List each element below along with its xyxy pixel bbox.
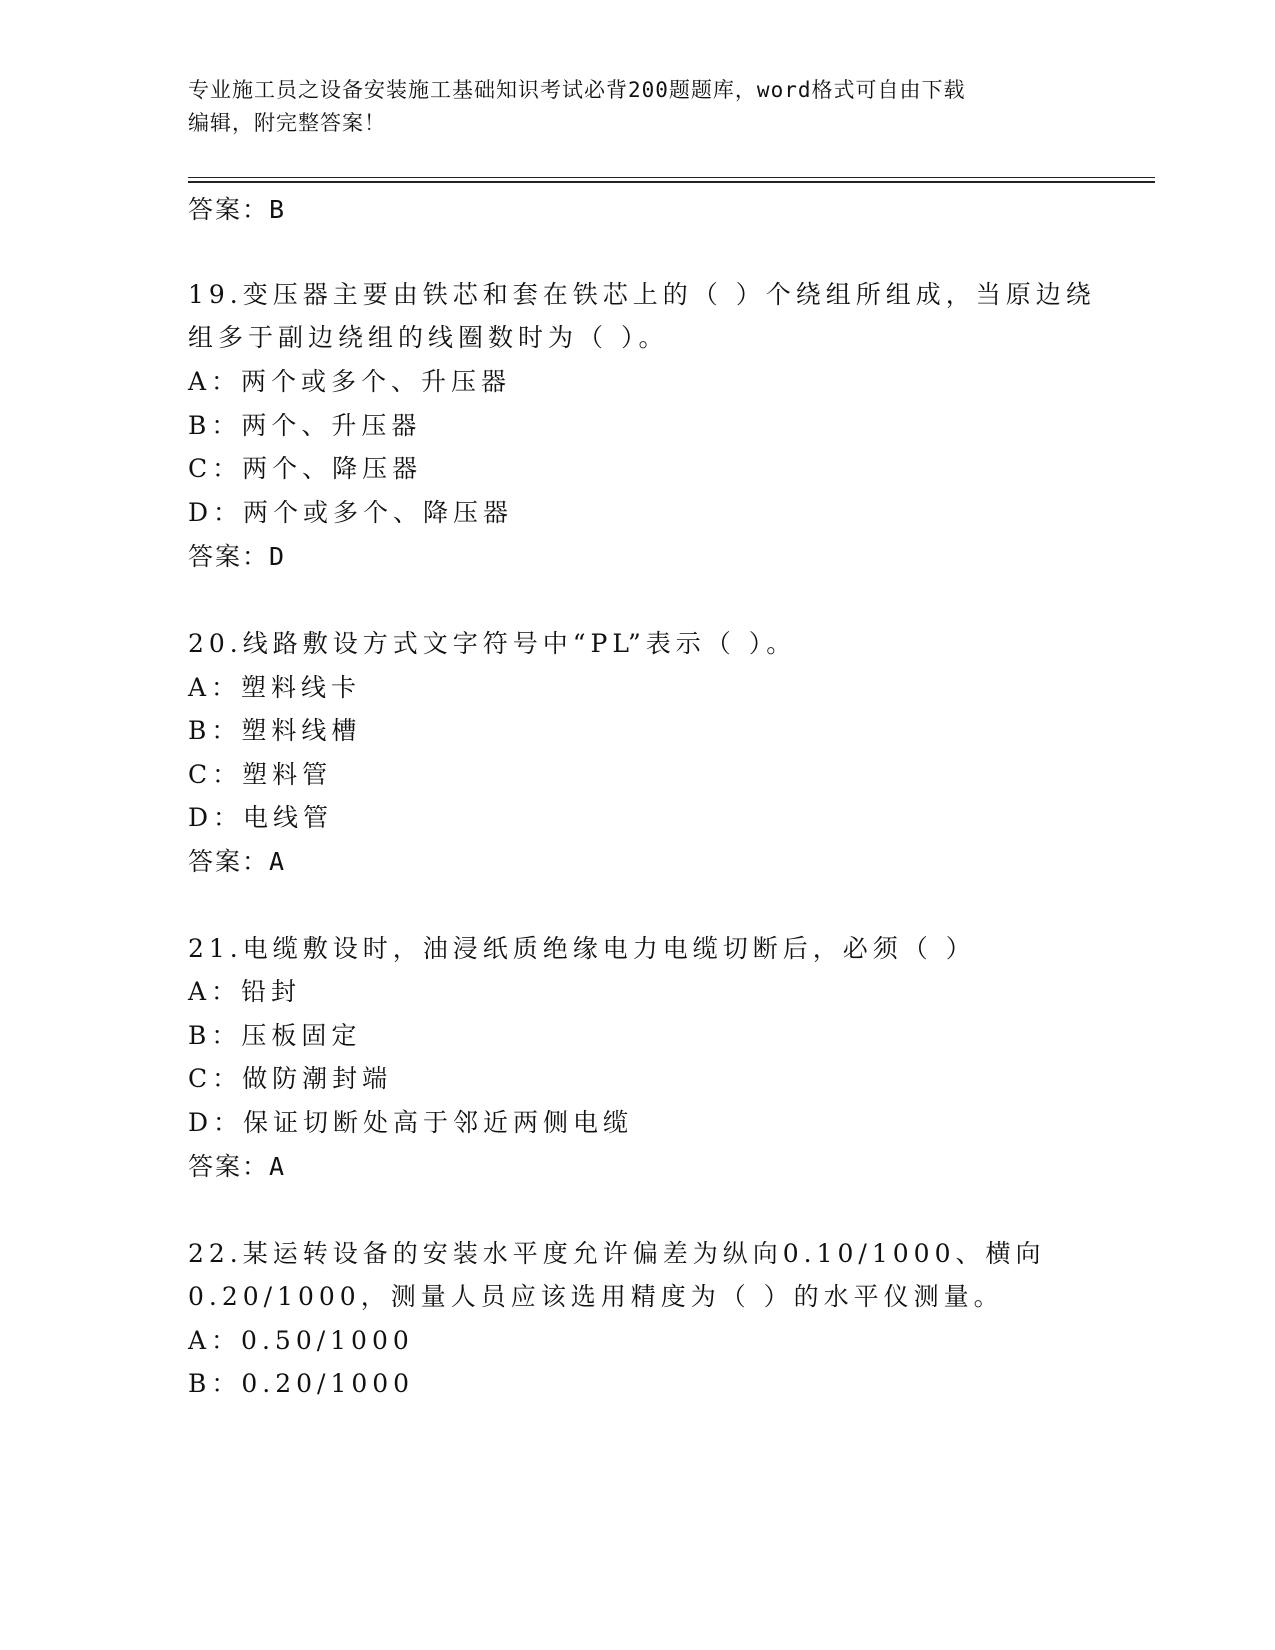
question-20-option-d: D：电线管 <box>188 803 334 832</box>
question-22-option-a: A：0.50/1000 <box>188 1326 414 1355</box>
question-21-option-b: B：压板固定 <box>188 1021 362 1050</box>
question-22-option-b: B：0.20/1000 <box>188 1369 415 1398</box>
question-20-option-a: A：塑料线卡 <box>188 673 362 702</box>
question-19-option-c: C：两个、降压器 <box>188 454 423 483</box>
header-line-1: 专业施工员之设备安装施工基础知识考试必背200题题库，word格式可自由下载 <box>188 78 966 102</box>
answer-21: 答案：A <box>188 1152 287 1181</box>
header-divider-thin <box>188 177 1155 178</box>
question-21-option-c: C：做防潮封端 <box>188 1064 393 1093</box>
question-20-line-1: 20.线路敷设方式文字符号中“PL”表示（ ）。 <box>188 629 797 658</box>
question-19-option-d: D：两个或多个、降压器 <box>188 498 514 527</box>
question-20-option-b: B：塑料线槽 <box>188 716 362 745</box>
question-21-option-a: A：铅封 <box>188 977 302 1006</box>
question-19-option-b: B：两个、升压器 <box>188 411 422 440</box>
question-21-line-1: 21.电缆敷设时，油浸纸质绝缘电力电缆切断后，必须（ ） <box>188 934 976 963</box>
question-22-line-1: 22.某运转设备的安装水平度允许偏差为纵向0.10/1000、横向 <box>188 1239 1046 1268</box>
question-19-line-2: 组多于副边绕组的线圈数时为（ ）。 <box>188 323 669 352</box>
question-19-line-1: 19.变压器主要由铁芯和套在铁芯上的（ ）个绕组所组成，当原边绕 <box>188 280 1096 309</box>
question-21-option-d: D：保证切断处高于邻近两侧电缆 <box>188 1108 634 1137</box>
answer-19: 答案：D <box>188 542 287 571</box>
header-divider-thick <box>188 181 1155 183</box>
header-line-2: 编辑，附完整答案！ <box>188 111 386 135</box>
answer-20: 答案：A <box>188 847 287 876</box>
answer-prev: 答案：B <box>188 195 287 224</box>
document-header <box>188 74 1088 140</box>
question-22-line-2: 0.20/1000，测量人员应该选用精度为（ ）的水平仪测量。 <box>188 1282 1004 1311</box>
question-19-option-a: A：两个或多个、升压器 <box>188 367 512 396</box>
question-20-option-c: C：塑料管 <box>188 760 333 789</box>
